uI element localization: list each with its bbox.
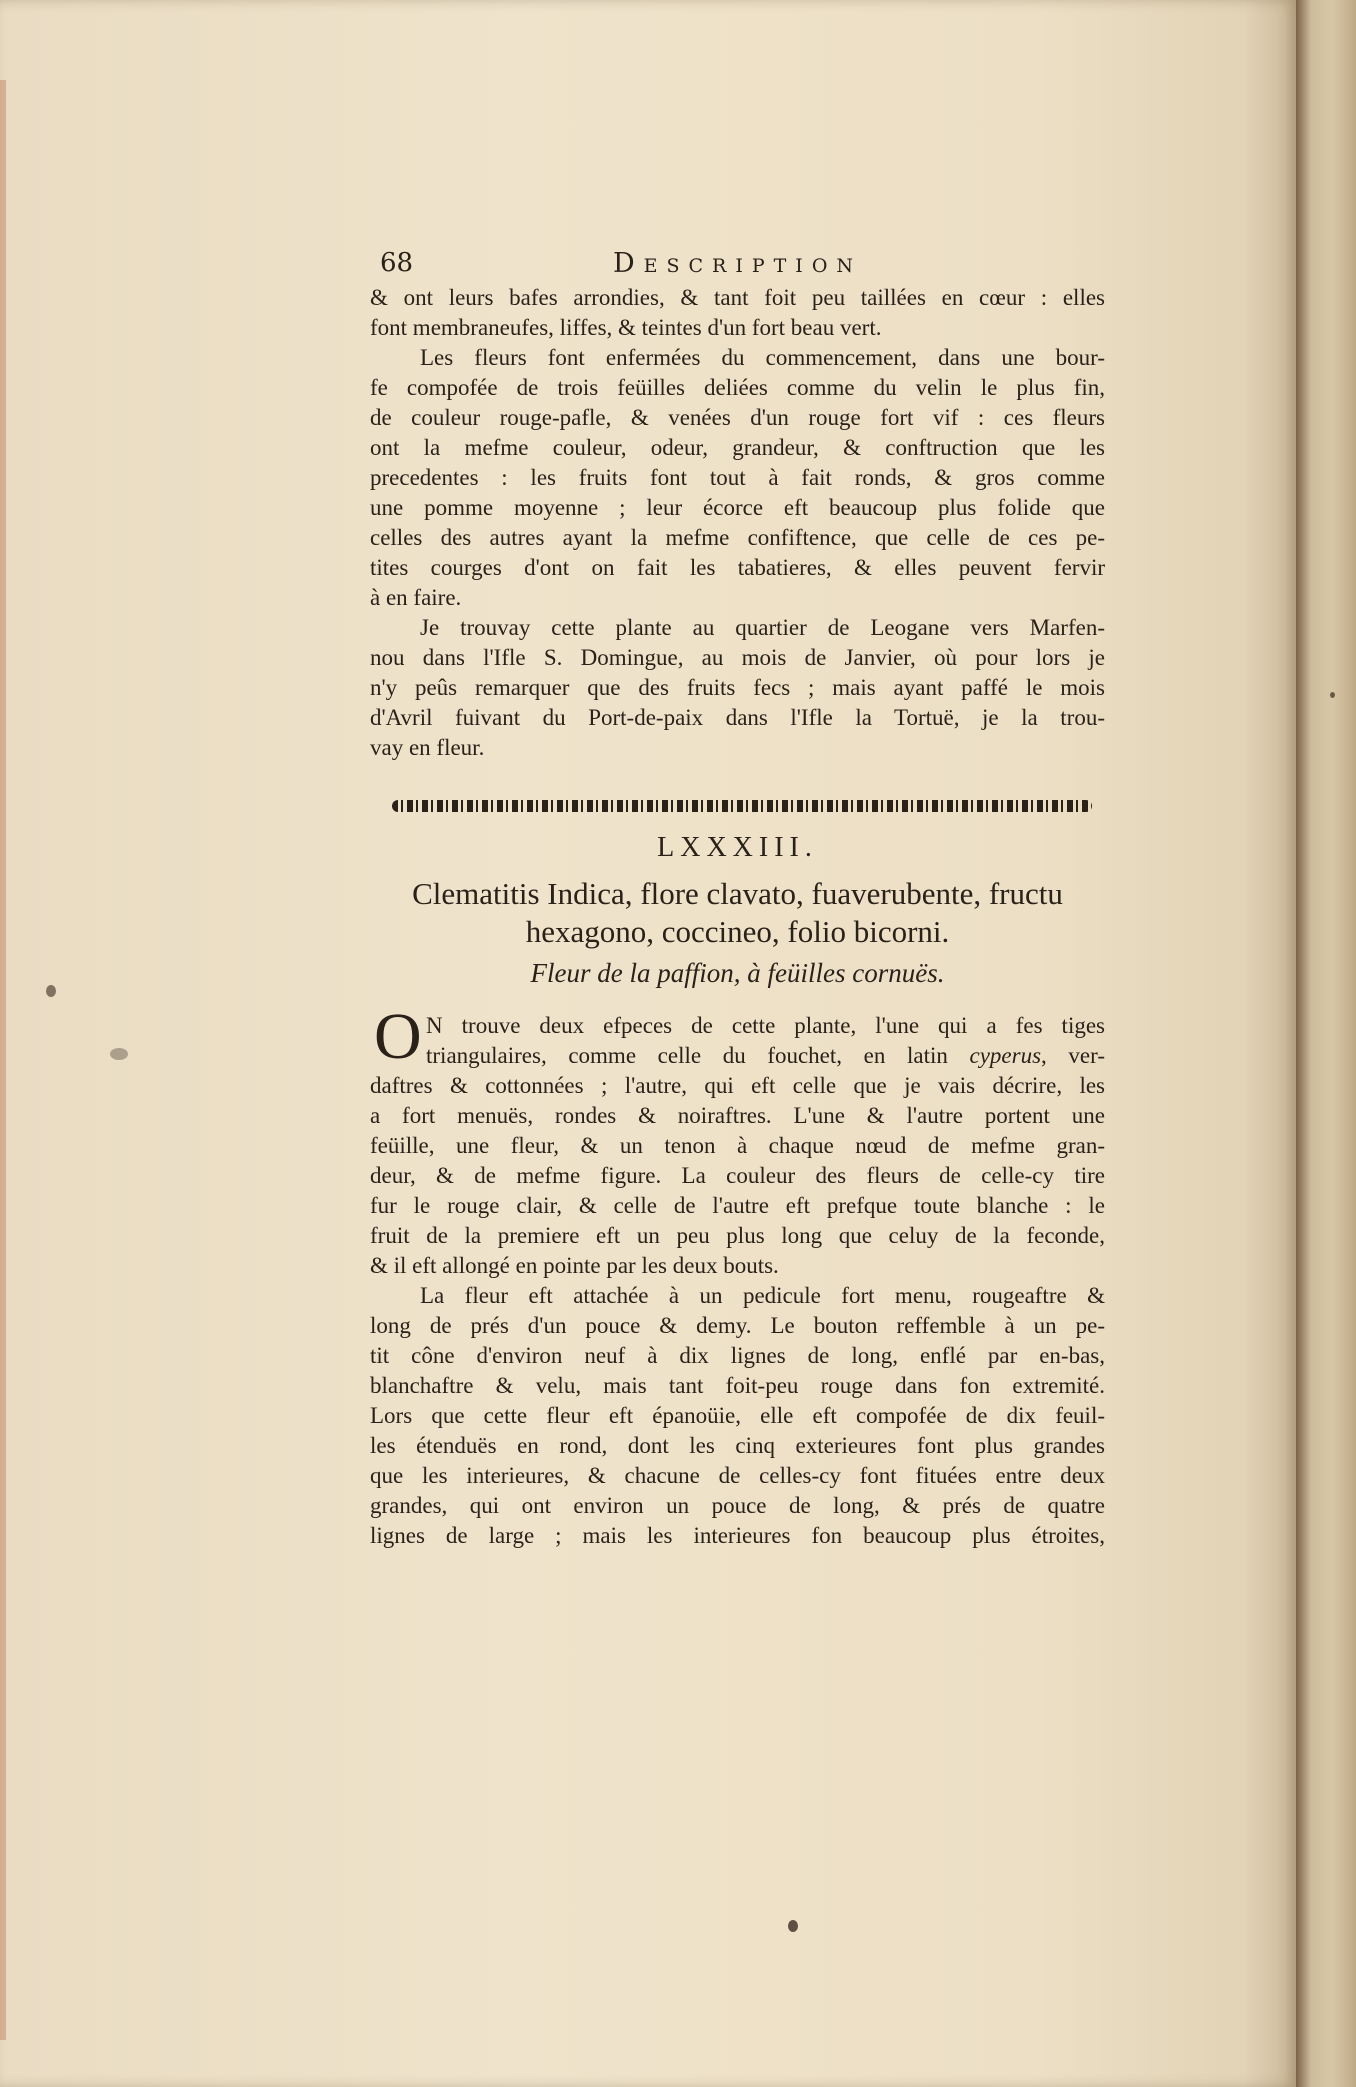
ink-stain <box>110 1048 128 1060</box>
italic-term: cyperus <box>969 1043 1042 1068</box>
text-line: lignes de large ; mais les interieures fon beaucoup plus étroites, <box>370 1523 1105 1548</box>
facing-page-edge <box>1296 0 1356 2087</box>
running-title: Description <box>612 248 863 279</box>
text-line: La fleur eft attachée à un pedicule fort menu, rougeaftre & <box>420 1283 1105 1308</box>
text-line: long de prés d'un pouce & demy. Le bouton reffemble à un pe- <box>370 1313 1105 1338</box>
text-line: Les fleurs font enfermées du commencement, dans une bour- <box>420 345 1105 370</box>
section-number: LXXXIII. <box>657 832 818 863</box>
text-line: Je trouvay cette plante au quartier de Leogane vers Marfen- <box>420 615 1105 640</box>
ink-stain <box>1330 692 1335 698</box>
text-line: fe compofée de trois feüilles deliées comme du velin le plus fin, <box>370 375 1105 400</box>
text-line: n'y peûs remarquer que des fruits fecs ; mais ayant paffé le mois <box>370 675 1105 700</box>
text-line: blanchaftre & velu, mais tant foit-peu rouge dans fon extremité. <box>370 1373 1105 1398</box>
latin-title-line-2: hexagono, coccineo, folio bicorni. <box>525 914 950 949</box>
text-line: deur, & de mefme figure. La couleur des fleurs de celle-cy tire <box>370 1163 1105 1188</box>
text-line: tit cône d'environ neuf à dix lignes de long, enflé par en-bas, <box>370 1343 1105 1368</box>
text-line: feüille, une fleur, & un tenon à chaque nœud de mefme gran- <box>370 1133 1105 1158</box>
text-span: triangulaires, comme celle du fouchet, en latin <box>426 1043 970 1068</box>
text-line: à en faire. <box>370 585 462 610</box>
text-line: de couleur rouge-pafle, & venées d'un rouge fort vif : ces fleurs <box>370 405 1105 430</box>
text-line: nou dans l'Ifle S. Domingue, au mois de Janvier, où pour lors je <box>370 645 1105 670</box>
text-line: fur le rouge clair, & celle de l'autre eft prefque toute blanche : le <box>370 1193 1105 1218</box>
text-span: , ver- <box>1041 1043 1105 1068</box>
text-line: fruit de la premiere eft un peu plus long que celuy de la feconde, <box>370 1223 1105 1248</box>
page-edge <box>0 80 6 2040</box>
latin-title-line-1: Clematitis Indica, flore clavato, fuaverubente, fructu <box>412 876 1063 911</box>
french-common-name: Fleur de la paffion, à feüilles cornuës. <box>530 958 945 988</box>
text-line: & il eft allongé en pointe par les deux bouts. <box>370 1253 779 1278</box>
text-line: d'Avril fuivant du Port-de-paix dans l'Ifle la Tortuë, je la trou- <box>370 705 1105 730</box>
text-line: celles des autres ayant la mefme confiftence, que celle de ces pe- <box>370 525 1105 550</box>
text-line: vay en fleur. <box>370 735 485 760</box>
ink-stain <box>788 1920 798 1932</box>
text-line: a fort menuës, rondes & noiraftres. L'une & l'autre portent une <box>370 1103 1105 1128</box>
text-line <box>370 1043 1105 1073</box>
text-line: ont la mefme couleur, odeur, grandeur, & conftruction que les <box>370 435 1105 460</box>
text-line: & ont leurs bafes arrondies, & tant foit peu taillées en cœur : elles <box>370 285 1105 310</box>
text-line: precedentes : les fruits font tout à fait ronds, & gros comme <box>370 465 1105 490</box>
ink-stain <box>46 985 56 997</box>
text-line: N trouve deux efpeces de cette plante, l'une qui a fes tiges <box>426 1013 1105 1038</box>
text-line: que les interieures, & chacune de celles-cy font fituées entre deux <box>370 1463 1105 1488</box>
text-line: font membraneufes, liffes, & teintes d'un fort beau vert. <box>370 315 882 340</box>
text-line: Lors que cette fleur eft épanoüie, elle eft compofée de dix feuil- <box>370 1403 1105 1428</box>
page-number: 68 <box>380 248 414 278</box>
text-line: les étenduës en rond, dont les cinq exterieures font plus grandes <box>370 1433 1105 1458</box>
text-line: une pomme moyenne ; leur écorce eft beaucoup plus folide que <box>370 495 1105 520</box>
text-line: tites courges d'ont on fait les tabatieres, & elles peuvent fervir <box>370 555 1105 580</box>
running-head <box>370 248 1105 288</box>
text-line: daftres & cottonnées ; l'autre, qui eft celle que je vais décrire, les <box>370 1073 1105 1098</box>
ornamental-rule <box>392 800 1092 812</box>
text-line: grandes, qui ont environ un pouce de long, & prés de quatre <box>370 1493 1105 1518</box>
drop-cap: O <box>374 1000 422 1073</box>
